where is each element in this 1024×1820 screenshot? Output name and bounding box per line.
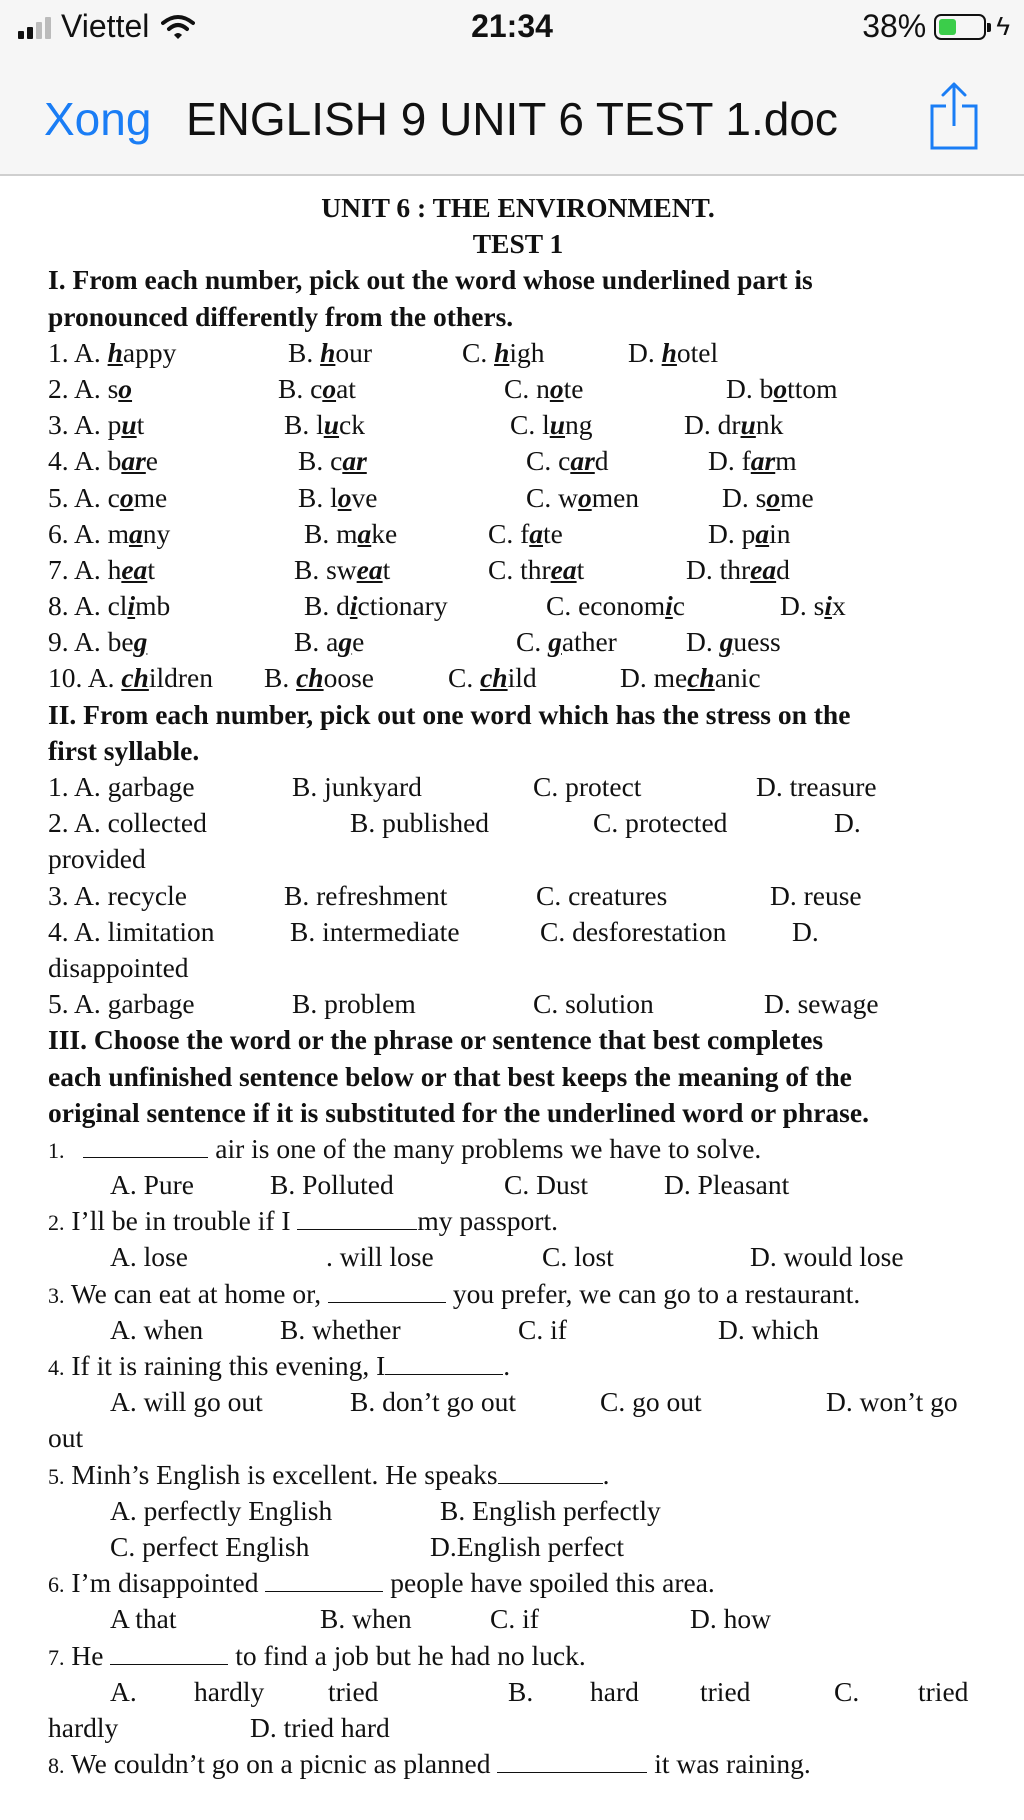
option-prefix: C. econom (546, 590, 666, 622)
s1-q10-option-c (448, 660, 537, 696)
share-icon[interactable] (928, 80, 980, 152)
s3-q1-option-d: D. Pleasant (664, 1169, 790, 1201)
underlined-part: a (755, 517, 770, 549)
s2-q3-option-a: 3. A. recycle (48, 879, 187, 911)
option-prefix: D. thr (686, 553, 751, 585)
option-suffix: mb (135, 590, 171, 622)
s3-q7-word-2: hardly (194, 1675, 265, 1707)
s2-question-1 (48, 769, 988, 805)
option-prefix: D. (628, 336, 662, 368)
option-suffix: oose (323, 662, 375, 694)
s1-q8-option-a (48, 588, 170, 624)
s3-q7-continued (48, 1710, 988, 1746)
s3-q3-option-a: A. when (110, 1313, 204, 1345)
option-prefix: C. (462, 336, 495, 368)
s2-q5-option-a: 5. A. garbage (48, 988, 195, 1020)
option-prefix: C. l (510, 409, 550, 441)
s3-q2-number: 2. (48, 1210, 65, 1236)
option-prefix: C. (448, 662, 481, 694)
s3-q7-post: to find a job but he had no luck. (235, 1639, 586, 1671)
s3-q1-text: air is one of the many problems we have to solve. (215, 1132, 762, 1164)
underlined-part: h (320, 336, 336, 368)
s2-q4-option-b: B. intermediate (290, 915, 460, 947)
option-suffix: uess (733, 626, 781, 658)
s3-q1-option-b: B. Polluted (270, 1169, 394, 1201)
option-prefix: 9. A. be (48, 626, 134, 658)
option-suffix: our (335, 336, 373, 368)
s3-q2-post: my passport. (417, 1205, 558, 1237)
s3-q8-number: 8. (48, 1753, 65, 1779)
underlined-part: h (494, 336, 510, 368)
option-prefix: 2. A. s (48, 372, 119, 404)
s1-question-9 (48, 624, 988, 660)
option-suffix: t (147, 553, 155, 585)
option-suffix: appy (122, 336, 177, 368)
s3-q7-cont-1: hardly (48, 1711, 119, 1743)
section-2-heading-cont: first syllable. (48, 734, 200, 766)
s3-q6-option-a: A that (110, 1603, 177, 1635)
option-prefix: C. n (504, 372, 550, 404)
option-prefix: D. dr (684, 409, 741, 441)
underlined-part: ch (480, 662, 508, 694)
underlined-part: ea (750, 553, 777, 585)
s1-q10-option-b (264, 660, 374, 696)
s3-q4-options (48, 1384, 988, 1420)
s3-q6-option-d: D. how (690, 1603, 771, 1635)
s2-q3-option-d: D. reuse (770, 879, 862, 911)
section-1-heading: I. From each number, pick out the word whose underlined part is (48, 264, 813, 296)
option-suffix: t (576, 553, 585, 585)
s3-q3-blank (328, 1278, 446, 1303)
option-suffix: ather (561, 626, 617, 658)
s3-q1-option-a: A. Pure (110, 1169, 195, 1201)
s1-q3-option-c (510, 407, 593, 443)
s2-question-4 (48, 914, 988, 950)
underlined-part: a (128, 517, 143, 549)
s2-q3-option-c: C. creatures (536, 879, 668, 911)
underlined-part: i (349, 590, 358, 622)
section-1-heading-cont: pronounced differently from the others. (48, 300, 514, 332)
option-prefix: D. s (780, 590, 825, 622)
section-3-heading-cont2: original sentence if it is substituted for the underlined word or phrase. (48, 1096, 869, 1128)
underlined-part: g (338, 626, 353, 658)
underlined-part: ch (296, 662, 324, 694)
s3-q7-word-7: C. (834, 1675, 860, 1707)
option-prefix: D. b (726, 372, 774, 404)
s1-q8-option-c (546, 588, 685, 624)
option-prefix: 7. A. h (48, 553, 122, 585)
s3-q5-options-row2 (48, 1529, 988, 1565)
s3-q2-options (48, 1239, 988, 1275)
underlined-part: u (323, 409, 340, 441)
s1-q1-option-c (462, 335, 545, 371)
underlined-part: g (133, 626, 148, 658)
s1-q5-option-a (48, 480, 167, 516)
option-suffix: c (672, 590, 686, 622)
s3-question-4 (48, 1348, 988, 1384)
underlined-part: u (549, 409, 566, 441)
s3-q3-option-b: B. whether (280, 1313, 401, 1345)
s1-q5-option-c (526, 480, 639, 516)
s1-q1-option-a (48, 335, 176, 371)
option-prefix: D. me (620, 662, 688, 694)
s1-q4-option-b (298, 443, 367, 479)
option-suffix: ild (507, 662, 537, 694)
s3-q5-option-c: C. perfect English (110, 1530, 310, 1562)
option-prefix: B. c (298, 445, 343, 477)
s1-question-4 (48, 443, 988, 479)
s2-q3-option-b: B. refreshment (284, 879, 448, 911)
option-suffix: m (775, 445, 797, 477)
option-suffix: ve (351, 481, 378, 513)
s3-question-5 (48, 1457, 988, 1493)
s3-q2-pre: I’ll be in trouble if I (71, 1205, 291, 1237)
nav-bar (0, 54, 1024, 176)
underlined-part: ar (750, 445, 776, 477)
s3-q5-options-row1 (48, 1493, 988, 1529)
option-prefix: D. (686, 626, 720, 658)
option-suffix: ildren (148, 662, 213, 694)
option-prefix: C. w (526, 481, 578, 513)
battery-percent: 38% (862, 8, 927, 44)
underlined-part: g (719, 626, 734, 658)
underlined-part: h (107, 336, 123, 368)
s3-q6-option-b: B. when (320, 1603, 412, 1635)
s3-q6-option-c: C. if (490, 1603, 539, 1635)
s1-q7-option-c (488, 552, 584, 588)
s3-q4-number: 4. (48, 1355, 65, 1380)
underlined-part: o (322, 372, 337, 404)
s3-q5-number: 5. (48, 1463, 65, 1489)
option-suffix: d (776, 553, 790, 585)
option-suffix: e (352, 626, 365, 658)
underlined-part: i (665, 590, 673, 622)
s2-q1-option-b: B. junkyard (292, 771, 422, 802)
s2-q2-option-b: B. published (350, 807, 490, 839)
s3-q8-post: it was raining. (654, 1748, 811, 1780)
doc-heading: UNIT 6 : THE ENVIRONMENT. (321, 192, 715, 223)
s2-q4-continued: disappointed (48, 951, 189, 983)
option-suffix: in (769, 517, 791, 549)
s3-q4-option-d: D. won’t go (826, 1386, 958, 1418)
s3-q4-pre: If it is raining this evening, I (71, 1350, 386, 1381)
option-prefix: 1. A. (48, 336, 108, 368)
s3-q1-options (48, 1167, 988, 1203)
underlined-part: ch (121, 662, 149, 694)
s3-question-3 (48, 1276, 988, 1312)
option-prefix: B. (288, 336, 321, 368)
document-title: ENGLISH 9 UNIT 6 TEST 1.doc (186, 93, 838, 145)
s3-q2-option-a: A. lose (110, 1241, 188, 1273)
section-2-heading: II. From each number, pick out one word which has the stress on the (48, 698, 851, 730)
s3-q5-post: . (602, 1458, 610, 1490)
s3-q6-blank (265, 1567, 383, 1592)
s1-q6-option-b (304, 516, 397, 552)
option-prefix: B. (264, 662, 297, 694)
option-prefix: D. p (708, 517, 756, 549)
option-suffix: ng (565, 409, 593, 441)
option-prefix: C. (516, 626, 549, 658)
s1-q2-option-a (48, 371, 132, 407)
option-suffix: anic (714, 662, 761, 694)
option-prefix: 4. A. b (48, 445, 122, 477)
s1-q2-option-b (278, 371, 356, 407)
underlined-part: i (127, 590, 136, 622)
option-prefix: 6. A. m (48, 517, 129, 549)
s3-q7-blank (110, 1640, 228, 1665)
option-suffix: me (780, 481, 814, 513)
option-suffix: t (136, 409, 145, 441)
option-suffix: ke (371, 517, 398, 549)
option-prefix: D. s (722, 481, 767, 513)
s1-q6-option-d (708, 516, 791, 552)
option-suffix: e (145, 445, 159, 477)
s3-q7-word-8: tried (918, 1675, 969, 1707)
s3-q5-blank (498, 1459, 603, 1484)
s2-q1-option-d: D. treasure (756, 771, 877, 802)
underlined-part: ar (570, 445, 595, 477)
option-suffix: men (591, 481, 640, 513)
s1-q9-option-c (516, 624, 617, 660)
doc-subheading: TEST 1 (472, 228, 564, 260)
section-3-heading: III. Choose the word or the phrase or sentence that best completes (48, 1024, 824, 1056)
underlined-part: ea (121, 553, 148, 585)
section-1-questions (48, 335, 988, 697)
s2-question-5 (48, 986, 988, 1022)
s1-q2-option-c (504, 371, 583, 407)
underlined-part: o (337, 481, 352, 513)
option-suffix: d (594, 445, 609, 477)
s3-q4-option-a: A. will go out (110, 1386, 263, 1418)
s3-q1-number: 1. (48, 1137, 65, 1163)
s1-q10-option-a (48, 660, 213, 696)
option-suffix: t (382, 553, 391, 585)
s1-question-1 (48, 335, 988, 371)
s1-question-5 (48, 480, 988, 516)
s1-q8-option-d (780, 588, 846, 624)
option-suffix: me (133, 481, 168, 513)
underlined-part: o (577, 481, 592, 513)
s1-q6-option-c (488, 516, 563, 552)
option-suffix: ny (142, 517, 171, 549)
option-prefix: 3. A. p (48, 409, 122, 441)
underlined-part: h (661, 336, 677, 368)
option-suffix: igh (509, 336, 545, 368)
option-suffix: ctionary (357, 590, 448, 622)
underlined-part: i (824, 590, 832, 622)
option-suffix: te (563, 372, 584, 404)
s2-q4-option-d: D. (792, 915, 819, 947)
s1-q4-option-a (48, 443, 158, 479)
s1-q9-option-a (48, 624, 147, 660)
s1-q1-option-d (628, 335, 718, 371)
s3-question-2 (48, 1203, 988, 1239)
s1-q5-option-d (722, 480, 814, 516)
status-time: 21:34 (471, 8, 553, 44)
s2-q2-option-c: C. protected (593, 807, 728, 839)
underlined-part: u (121, 409, 137, 441)
underlined-part: u (740, 409, 756, 441)
s3-q7-word-4: B. (508, 1675, 534, 1707)
option-suffix: te (543, 517, 563, 549)
s2-q1-option-c: C. protect (533, 771, 642, 802)
s2-q2-option-d: D. (834, 807, 861, 839)
s3-question-1 (48, 1131, 988, 1167)
s1-question-6 (48, 516, 988, 552)
s1-q5-option-b (298, 480, 377, 516)
section-3-heading-cont1: each unfinished sentence below or that best keeps the meaning of the (48, 1060, 852, 1092)
s1-q4-option-c (526, 443, 609, 479)
s3-question-7 (48, 1638, 988, 1674)
underlined-part: o (119, 481, 134, 513)
s1-q1-option-b (288, 335, 372, 371)
s3-q3-number: 3. (48, 1282, 65, 1308)
s3-q7-word-3: tried (328, 1675, 379, 1707)
s2-q2-continued: provided (48, 843, 146, 875)
done-button[interactable]: Xong (44, 93, 152, 145)
s3-q2-option-d: D. would lose (750, 1241, 904, 1273)
s3-q7-number: 7. (48, 1644, 65, 1670)
underlined-part: ea (550, 553, 577, 585)
s3-q5-option-d: D.English perfect (430, 1530, 624, 1562)
document-body[interactable] (48, 190, 988, 1782)
s1-q4-option-d (708, 443, 797, 479)
s1-q2-option-d (726, 371, 838, 407)
option-prefix: B. l (284, 409, 324, 441)
underlined-part: ea (356, 553, 383, 585)
status-right (862, 8, 1010, 45)
s3-q6-number: 6. (48, 1572, 65, 1598)
underlined-part: ch (687, 662, 715, 694)
bolt-icon: ϟ (996, 11, 1010, 41)
s2-q2-option-a: 2. A. collected (48, 807, 207, 839)
s1-q10-option-d (620, 660, 761, 696)
option-prefix: C. thr (488, 553, 551, 585)
underlined-part: o (549, 372, 564, 404)
s1-q3-option-b (284, 407, 365, 443)
s2-q4-option-a: 4. A. limitation (48, 915, 215, 947)
underlined-part: a (357, 517, 372, 549)
s3-q5-option-b: B. English perfectly (440, 1494, 661, 1526)
s2-q1-option-a: 1. A. garbage (48, 771, 195, 802)
s3-q3-options (48, 1312, 988, 1348)
s1-q7-option-b (294, 552, 390, 588)
s1-q6-option-a (48, 516, 170, 552)
s3-q5-option-a: A. perfectly English (110, 1494, 333, 1526)
option-prefix: 8. A. cl (48, 590, 128, 622)
s1-q7-option-a (48, 552, 155, 588)
underlined-part: o (766, 481, 781, 513)
option-prefix: B. a (294, 626, 339, 658)
option-prefix: 5. A. c (48, 481, 120, 513)
s3-question-6 (48, 1565, 988, 1601)
battery-icon (934, 14, 986, 40)
s3-q6-options (48, 1601, 988, 1637)
s3-q1-option-c: C. Dust (504, 1169, 589, 1201)
s3-q7-options (48, 1674, 988, 1710)
underlined-part: ar (121, 445, 146, 477)
s3-q3-post: you prefer, we can go to a restaurant. (452, 1277, 861, 1309)
option-prefix: B. d (304, 590, 350, 622)
s2-q5-option-b: B. problem (292, 988, 416, 1020)
option-prefix: C. f (488, 517, 530, 549)
s2-q4-option-c: C. desforestation (540, 915, 727, 947)
s3-q7-cont-2: D. tried hard (250, 1711, 390, 1743)
option-suffix: x (831, 590, 846, 622)
s3-q7-pre: He (71, 1639, 104, 1671)
underlined-part: g (548, 626, 562, 658)
s3-question-8 (48, 1746, 988, 1782)
s3-q4-continued: out (48, 1422, 84, 1454)
s1-q3-option-d (684, 407, 783, 443)
option-prefix: D. f (708, 445, 751, 477)
s1-question-2 (48, 371, 988, 407)
option-prefix: B. l (298, 481, 338, 513)
s3-q4-option-b: B. don’t go out (350, 1386, 517, 1418)
s3-q7-word-1: A. (110, 1675, 137, 1707)
option-suffix: ttom (787, 372, 838, 404)
underlined-part: ar (342, 445, 367, 477)
s1-q9-option-d (686, 624, 781, 660)
carrier-name: Viettel (61, 8, 150, 44)
s1-q9-option-b (294, 624, 364, 660)
option-suffix: ck (339, 409, 365, 441)
option-prefix: B. m (304, 517, 358, 549)
s3-q5-pre: Minh’s English is excellent. He speaks (71, 1458, 498, 1490)
s3-q6-pre: I’m disappointed (71, 1567, 259, 1599)
s3-q7-word-5: hard (590, 1675, 639, 1707)
s3-q8-blank (497, 1748, 647, 1773)
s3-q7-word-6: tried (700, 1675, 751, 1707)
s1-question-8 (48, 588, 988, 624)
s3-q8-pre: We couldn’t go on a picnic as planned (70, 1748, 491, 1780)
s2-q5-option-d: D. sewage (764, 988, 879, 1020)
underlined-part: a (529, 517, 543, 549)
s1-question-3 (48, 407, 988, 443)
s3-q3-pre: We can eat at home or, (70, 1277, 322, 1309)
s3-q2-option-c: C. lost (542, 1241, 614, 1273)
s2-q5-option-c: C. solution (533, 988, 654, 1020)
s3-q4-post: . (503, 1350, 511, 1381)
s2-question-3 (48, 878, 988, 914)
s1-q3-option-a (48, 407, 144, 443)
option-prefix: B. sw (294, 553, 357, 585)
s3-q3-option-c: C. if (518, 1313, 567, 1345)
underlined-part: o (118, 372, 133, 404)
s3-q6-post: people have spoiled this area. (390, 1567, 715, 1599)
s3-q3-option-d: D. which (718, 1313, 819, 1345)
s3-q4-option-c: C. go out (600, 1386, 702, 1418)
option-prefix: B. c (278, 372, 323, 404)
s3-q4-blank (385, 1350, 503, 1375)
s2-question-2 (48, 805, 988, 841)
option-prefix: C. c (526, 445, 571, 477)
s1-q8-option-b (304, 588, 448, 624)
s3-q2-option-b: . will lose (326, 1241, 434, 1273)
s1-q7-option-d (686, 552, 790, 588)
option-suffix: otel (676, 336, 719, 368)
s3-q2-blank (297, 1205, 417, 1230)
option-suffix: nk (755, 409, 784, 441)
option-prefix: 10. A. (48, 662, 122, 694)
underlined-part: o (773, 372, 788, 404)
s3-q1-blank (83, 1133, 208, 1158)
s1-question-7 (48, 552, 988, 588)
option-suffix: at (336, 372, 356, 404)
s1-question-10 (48, 660, 988, 696)
status-bar (0, 0, 1024, 54)
